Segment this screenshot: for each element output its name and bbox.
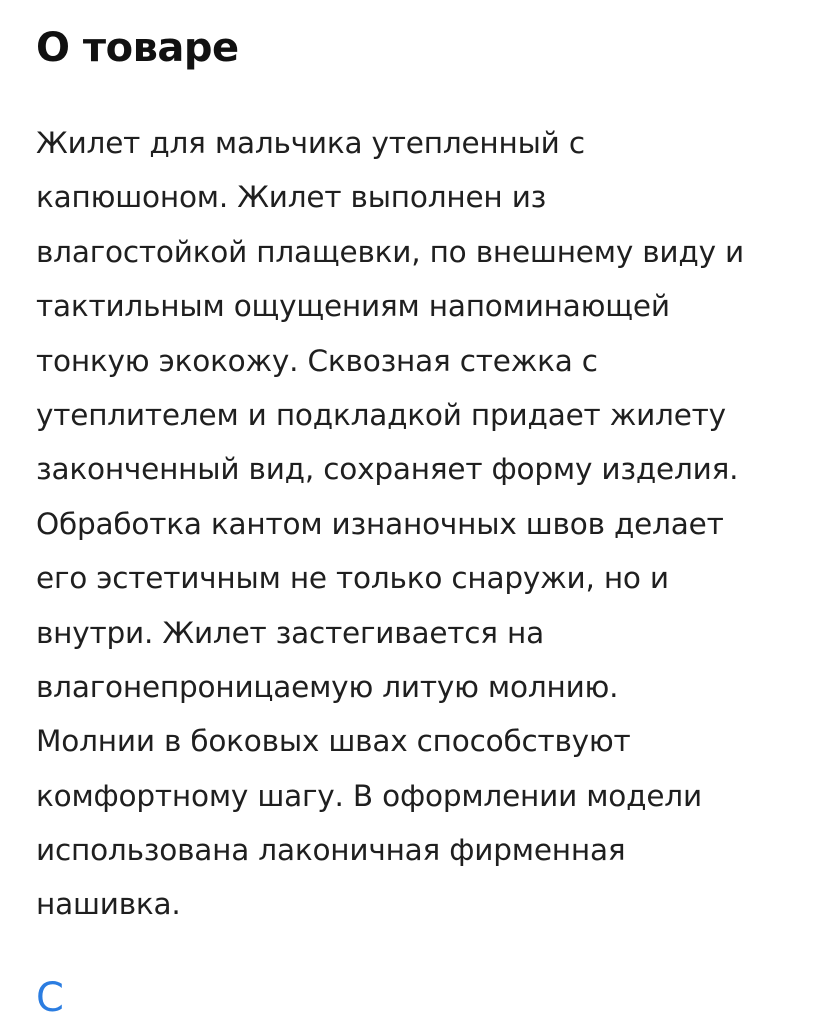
description-line: комфортному шагу. В оформлении модели: [36, 778, 702, 813]
description-line: капюшоном. Жилет выполнен из: [36, 180, 547, 215]
section-title: О товаре: [36, 25, 239, 71]
description-line: нашивка.: [36, 887, 181, 922]
description-line: внутри. Жилет застегивается на: [36, 615, 544, 650]
description-line: Молнии в боковых швах способствуют: [36, 724, 631, 759]
product-description-text: [36, 116, 796, 932]
description-line: влагонепроницаемую литую молнию.: [36, 669, 619, 704]
description-line: его эстетичным не только снаружи, но и: [36, 561, 669, 596]
description-line: Обработка кантом изнаночных швов делает: [36, 506, 724, 541]
description-line: Жилет для мальчика утепленный с: [36, 126, 585, 160]
description-line: тактильным ощущениям напоминающей: [36, 289, 670, 324]
description-line: тонкую экокожу. Сквозная стежка с: [36, 343, 598, 378]
description-line: утеплителем и подкладкой придает жилету: [36, 397, 726, 432]
description-line: использована лаконичная фирменная: [36, 833, 626, 868]
more-link[interactable]: С: [36, 975, 64, 1021]
description-line: влагостойкой плащевки, по внешнему виду и: [36, 234, 745, 269]
description-line: законченный вид, сохраняет форму изделия.: [36, 452, 739, 487]
